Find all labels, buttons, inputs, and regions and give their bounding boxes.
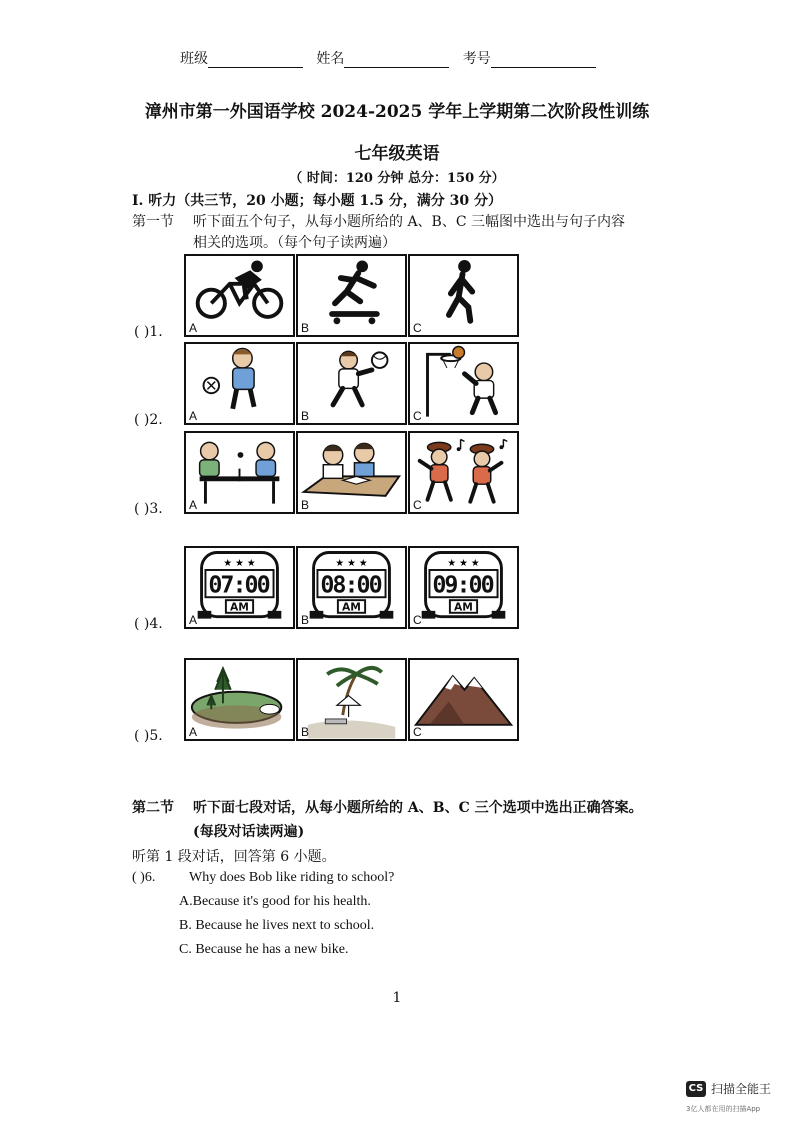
part1-heading: I. 听力（共三节，20 小题；每小题 1.5 分，满分 30 分） bbox=[132, 193, 502, 209]
option-label: A bbox=[189, 321, 198, 335]
exam-subtitle: 七年级英语 bbox=[354, 144, 440, 164]
question-5-option-b[interactable] bbox=[296, 658, 407, 741]
question-6-option-a[interactable]: A.Because it's good for his health. bbox=[179, 894, 371, 909]
clock-time-3-2: 09:00 bbox=[432, 570, 495, 599]
option-label: C bbox=[413, 321, 422, 335]
option-label: C bbox=[413, 498, 422, 512]
option-label: A bbox=[189, 498, 198, 512]
svg-text:★ ★ ★: ★ ★ ★ bbox=[223, 558, 256, 570]
svg-text:★ ★ ★: ★ ★ ★ bbox=[447, 558, 480, 570]
question-3-answer-slot[interactable]: ( )3. bbox=[134, 501, 163, 517]
option-label: B bbox=[301, 498, 310, 512]
section2-dialogue-instruction: 听第 1 段对话，回答第 6 小题。 bbox=[132, 849, 336, 865]
option-label: C bbox=[413, 725, 422, 739]
clock-ampm-3-1: AM bbox=[342, 600, 361, 614]
clock-icon bbox=[410, 548, 517, 627]
section2-instruction-1: 听下面七段对话，从每小题所给的 A、B、C 三个选项中选出正确答案。 bbox=[193, 800, 643, 816]
island-icon bbox=[186, 660, 293, 739]
ping-pong-icon bbox=[186, 433, 293, 512]
class-blank[interactable] bbox=[208, 53, 303, 68]
camscanner-name: 扫描全能王 bbox=[711, 1082, 772, 1096]
page-number: 1 bbox=[392, 990, 402, 1006]
question-4-option-b[interactable] bbox=[296, 546, 407, 629]
question-5-option-a[interactable] bbox=[184, 658, 295, 741]
exam-number-blank[interactable] bbox=[491, 53, 596, 68]
option-label: C bbox=[413, 613, 422, 627]
option-label: A bbox=[189, 613, 198, 627]
camscanner-watermark bbox=[686, 1080, 771, 1097]
question-5-option-c[interactable] bbox=[408, 658, 519, 741]
question-6-text: Why does Bob like riding to school? bbox=[189, 870, 395, 885]
question-1-option-b[interactable] bbox=[296, 254, 407, 337]
clock-ampm-3-2: AM bbox=[454, 600, 473, 614]
clock-ampm-3-0: AM bbox=[230, 600, 249, 614]
option-label: B bbox=[301, 725, 310, 739]
option-label: B bbox=[301, 321, 310, 335]
dancing-icon bbox=[410, 433, 517, 512]
svg-text:★ ★ ★: ★ ★ ★ bbox=[335, 558, 368, 570]
option-label: A bbox=[189, 409, 198, 423]
question-4-answer-slot[interactable]: ( )4. bbox=[134, 616, 163, 632]
skateboarding-icon bbox=[298, 256, 405, 335]
question-4-option-a[interactable] bbox=[184, 546, 295, 629]
cycling-icon bbox=[186, 256, 293, 335]
clock-icon bbox=[298, 548, 405, 627]
question-4-option-c[interactable] bbox=[408, 546, 519, 629]
question-3-option-c[interactable] bbox=[408, 431, 519, 514]
question-6-option-b[interactable]: B. Because he lives next to school. bbox=[179, 918, 375, 933]
option-label: C bbox=[413, 409, 422, 423]
clock-time-3-1: 08:00 bbox=[320, 570, 383, 599]
beach-icon bbox=[298, 660, 405, 739]
basketball-icon bbox=[410, 344, 517, 423]
camscanner-tagline: 3亿人都在用的扫描App bbox=[686, 1105, 761, 1113]
section1-instruction-1: 听下面五个句子，从每小题所给的 A、B、C 三幅图中选出与句子内容 bbox=[193, 214, 626, 230]
option-label: A bbox=[189, 725, 198, 739]
clock-time-3-0: 07:00 bbox=[208, 570, 271, 599]
question-3-option-a[interactable] bbox=[184, 431, 295, 514]
section1-instruction-2: 相关的选项。（每个句子读两遍） bbox=[193, 235, 396, 251]
walking-icon bbox=[410, 256, 517, 335]
name-blank[interactable] bbox=[344, 53, 449, 68]
question-1-option-c[interactable] bbox=[408, 254, 519, 337]
clock-icon bbox=[186, 548, 293, 627]
section2-instruction-2: (每段对话读两遍) bbox=[193, 824, 305, 840]
question-2-option-c[interactable] bbox=[408, 342, 519, 425]
exam-number-label: 考号 bbox=[462, 51, 491, 67]
exam-title: 漳州市第一外国语学校 2024-2025 学年上学期第二次阶段性训练 bbox=[144, 102, 650, 122]
name-label: 姓名 bbox=[316, 51, 345, 67]
option-label: B bbox=[301, 613, 310, 627]
question-2-answer-slot[interactable]: ( )2. bbox=[134, 412, 163, 428]
question-1-option-a[interactable] bbox=[184, 254, 295, 337]
question-2-option-a[interactable] bbox=[184, 342, 295, 425]
question-6-number[interactable]: ( )6. bbox=[132, 870, 156, 885]
option-label: B bbox=[301, 409, 310, 423]
question-6-option-c[interactable]: C. Because he has a new bike. bbox=[179, 942, 349, 957]
class-label: 班级 bbox=[180, 51, 208, 67]
student-info-line bbox=[180, 48, 596, 68]
mountain-icon bbox=[410, 660, 517, 739]
question-5-answer-slot[interactable]: ( )5. bbox=[134, 728, 163, 744]
question-2-option-b[interactable] bbox=[296, 342, 407, 425]
section2-label: 第二节 bbox=[132, 800, 174, 816]
volleyball-icon bbox=[298, 344, 405, 423]
reading-icon bbox=[298, 433, 405, 512]
time-info: （ 时间：120 分钟 总分：150 分） bbox=[289, 171, 505, 186]
section1-label: 第一节 bbox=[132, 214, 174, 230]
question-1-answer-slot[interactable]: ( )1. bbox=[134, 324, 163, 340]
soccer-icon bbox=[186, 344, 293, 423]
camscanner-logo-icon: CS bbox=[686, 1081, 706, 1097]
question-3-option-b[interactable] bbox=[296, 431, 407, 514]
